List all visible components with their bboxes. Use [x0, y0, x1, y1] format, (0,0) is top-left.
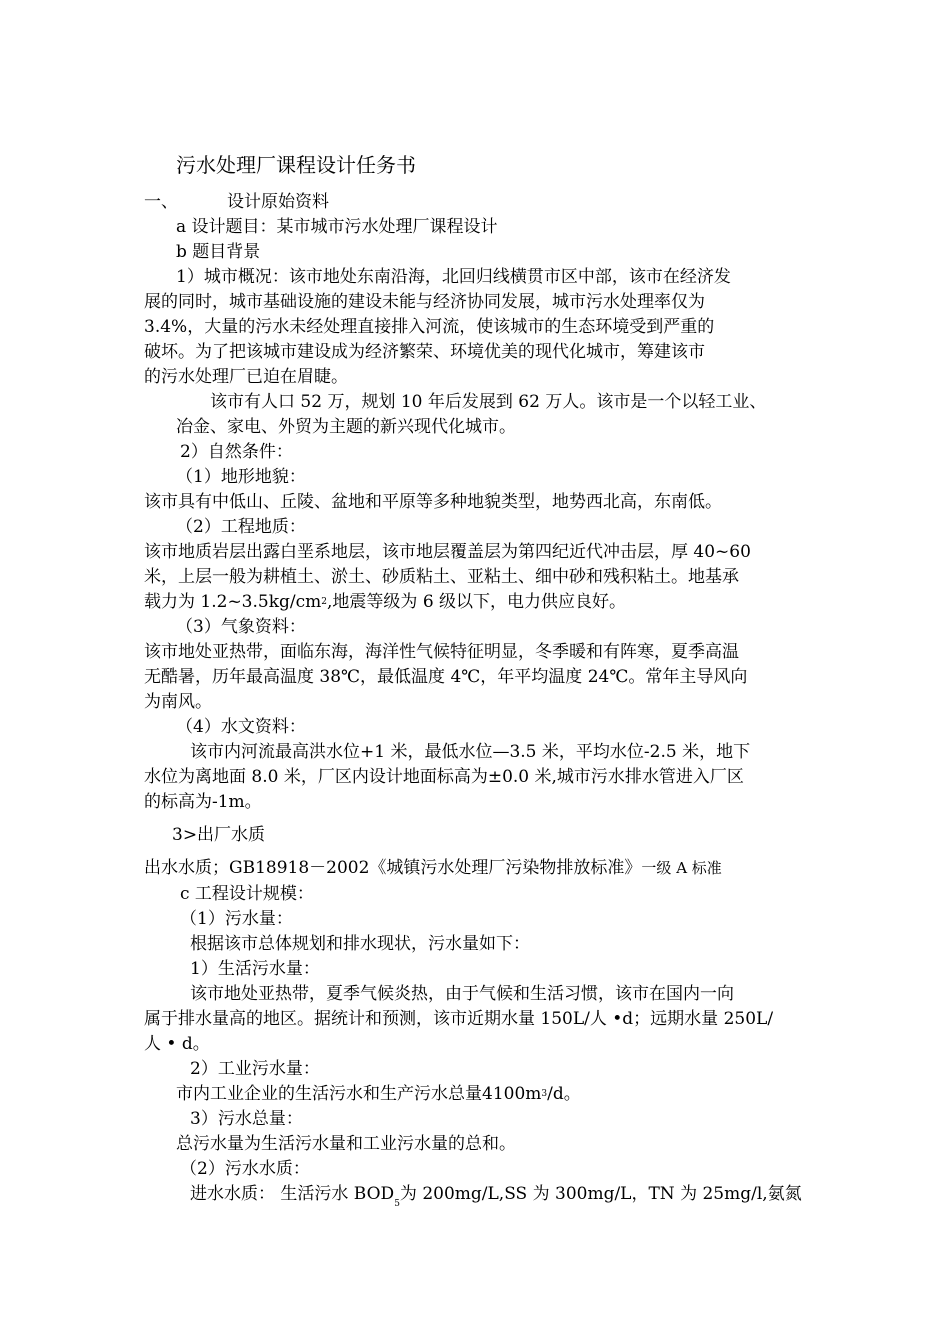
- city-overview-line: 展的同时，城市基础设施的建设未能与经济协同发展，城市污水处理率仅为: [144, 292, 705, 312]
- hydrology-line: 该市内河流最高洪水位+1 米，最低水位—3.5 米，平均水位-2.5 米，地下: [190, 742, 751, 762]
- influent-line: [190, 1182, 802, 1209]
- terrain-text: 该市具有中低山、丘陵、盆地和平原等多种地貌类型，地势西北高，东南低。: [144, 492, 722, 512]
- total-heading: 3）污水总量：: [190, 1109, 303, 1129]
- effluent-grade: 一级 A 标准: [641, 859, 722, 877]
- total-text: 总污水量为生活污水量和工业污水量的总和。: [176, 1134, 516, 1154]
- city-overview-line: 破坏。为了把该城市建设成为经济繁荣、环境优美的现代化城市，筹建该市: [144, 342, 705, 362]
- domestic-line: 人 • d。: [144, 1034, 210, 1054]
- geology-heading: （2）工程地质：: [176, 517, 306, 537]
- city-overview-line: 3.4%，大量的污水未经处理直接排入河流，使该城市的生态环境受到严重的: [144, 317, 715, 337]
- geology-line: 该市地质岩层出露白垩系地层，该市地层覆盖层为第四纪近代冲击层，厚 40~60: [144, 542, 751, 562]
- design-topic: a 设计题目：某市城市污水处理厂课程设计: [176, 217, 498, 237]
- effluent-heading: 3>出厂水质: [172, 825, 266, 845]
- effluent-standard: 出水水质；GB18918－2002《城镇污水处理厂污染物排放标准》: [144, 858, 642, 878]
- geology-text: ,地震等级为 6 级以下，电力供应良好。: [327, 592, 627, 612]
- city-overview-line: 的污水处理厂已迫在眉睫。: [144, 367, 348, 387]
- industrial-heading: 2）工业污水量：: [190, 1059, 320, 1079]
- meteorology-line: 无酷暑，历年最高温度 38℃，最低温度 4℃，年平均温度 24℃。常年主导风向: [144, 667, 748, 687]
- population-line: 冶金、家电、外贸为主题的新兴现代化城市。: [176, 417, 516, 437]
- scale-heading: c 工程设计规模：: [180, 884, 314, 904]
- quality-heading: （2）污水水质：: [180, 1159, 310, 1179]
- hydrology-line: 的标高为-1m。: [144, 792, 262, 812]
- hydrology-heading: （4）水文资料：: [176, 717, 306, 737]
- subscript: 5: [394, 1199, 400, 1209]
- background-heading: b 题目背景: [176, 242, 261, 262]
- effluent-line: [144, 856, 722, 880]
- industrial-line: [176, 1082, 581, 1106]
- meteorology-line: 该市地处亚热带，面临东海，海洋性气候特征明显，冬季暖和有阵寒，夏季高温: [144, 642, 739, 662]
- superscript: 2: [321, 597, 328, 607]
- terrain-heading: （1）地形地貌：: [176, 467, 306, 487]
- volume-intro: 根据该市总体规划和排水现状，污水量如下：: [190, 934, 530, 954]
- meteorology-line: 为南风。: [144, 692, 212, 712]
- industrial-text: /d。: [547, 1084, 581, 1104]
- domestic-line: 该市地处亚热带，夏季气候炎热，由于气候和生活习惯，该市在国内一向: [190, 984, 734, 1004]
- natural-conditions-heading: 2）自然条件：: [180, 442, 293, 462]
- influent-text: 进水水质： 生活污水 BOD: [190, 1184, 395, 1204]
- industrial-text: 市内工业企业的生活污水和生产污水总量4100m: [176, 1084, 542, 1104]
- population-line: 该市有人口 52 万，规划 10 年后发展到 62 万人。该市是一个以轻工业、: [210, 392, 767, 412]
- section-number: 一、: [144, 192, 178, 212]
- geology-text: 载力为 1.2~3.5kg/cm: [144, 592, 322, 612]
- geology-line: [144, 590, 626, 614]
- volume-heading: （1）污水量：: [180, 909, 293, 929]
- document-title: 污水处理厂课程设计任务书: [176, 153, 416, 177]
- influent-text: 为 200mg/L,SS 为 300mg/L，TN 为 25mg/l,氨氮: [399, 1184, 802, 1204]
- city-overview-line: 1）城市概况：该市地处东南沿海，北回归线横贯市区中部，该市在经济发: [176, 267, 731, 287]
- superscript: 3: [541, 1089, 548, 1099]
- section-title: 设计原始资料: [227, 192, 329, 212]
- hydrology-line: 水位为离地面 8.0 米，厂区内设计地面标高为±0.0 米,城市污水排水管进入厂区: [144, 767, 744, 787]
- geology-line: 米，上层一般为耕植土、淤土、砂质粘土、亚粘土、细中砂和残积粘土。地基承: [144, 567, 739, 587]
- domestic-line: 属于排水量高的地区。据统计和预测，该市近期水量 150L/人 •d；远期水量 250L/: [144, 1009, 774, 1029]
- meteorology-heading: （3）气象资料：: [176, 617, 306, 637]
- domestic-heading: 1）生活污水量：: [190, 959, 320, 979]
